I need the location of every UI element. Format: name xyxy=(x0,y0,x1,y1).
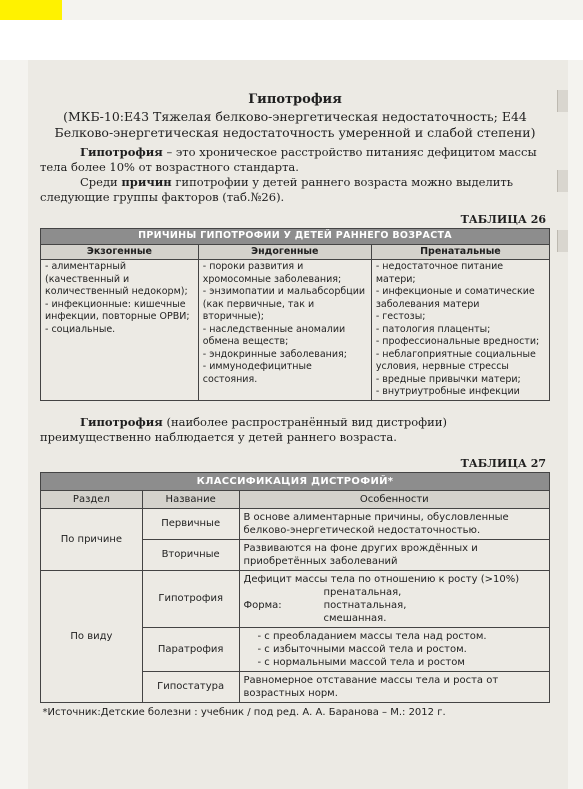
list-item: - наследственные аномалии обмена веществ; xyxy=(203,324,367,349)
hypotrophy-cell: Гипотрофия xyxy=(142,570,239,627)
hypostature-desc: Равномерное отставание массы тела и роста от возрастных норм. xyxy=(239,671,550,702)
paratrophy-cell: Паратрофия xyxy=(142,627,239,671)
list-item: - эндокринные заболевания; xyxy=(203,349,367,362)
primary-cell: Первичные xyxy=(142,508,239,539)
list-item: - внутриутробные инфекции xyxy=(376,386,545,399)
list-item: - иммунодефицитные состояния. xyxy=(203,361,367,386)
header-features: Особенности xyxy=(239,490,550,508)
page-tab xyxy=(557,90,568,112)
list-item: - с избыточными массой тела и ростом. xyxy=(258,643,546,656)
list-item: - инфекционые и соматические заболевания матери xyxy=(376,286,545,311)
list-item: - алиментарный (качественный и количественный недокорм); xyxy=(45,261,194,299)
table27-band: КЛАССИФИКАЦИЯ ДИСТРОФИЙ* xyxy=(41,472,550,490)
paratrophy-desc xyxy=(239,627,550,671)
table26-label: ТАБЛИЦА 26 xyxy=(460,213,546,226)
list-item: - с нормальными массой тела и ростом xyxy=(258,656,546,669)
list-item: - неблагоприятные социальные условия, нервные стрессы xyxy=(376,349,545,374)
secondary-cell: Вторичные xyxy=(142,539,239,570)
list-item: - энзимопатии и мальабсорбции (как первичные, так и вторичные); xyxy=(203,286,367,324)
page-tab xyxy=(557,230,568,252)
header-endogenous: Эндогенные xyxy=(198,244,371,260)
header-section: Раздел xyxy=(41,490,143,508)
list-item: - инфекционные: кишечные инфекции, повторные ОРВИ; xyxy=(45,299,194,324)
page-tab xyxy=(557,170,568,192)
classification-table xyxy=(40,472,550,722)
top-margin xyxy=(0,20,583,60)
header-prenatal: Пренатальные xyxy=(371,244,549,260)
hypostature-cell: Гипостатура xyxy=(142,671,239,702)
causes-paragraph: Среди причин гипотрофии у детей раннего возраста можно выделить следующие группы факторов (таб.№26). xyxy=(40,175,514,204)
by-cause-cell: По причине xyxy=(41,508,143,570)
header-exogenous: Экзогенные xyxy=(41,244,199,260)
by-type-cell: По виду xyxy=(41,570,143,702)
yellow-marker xyxy=(0,0,62,20)
causes-table xyxy=(40,228,550,401)
hypotrophy-desc: Дефицит массы тела по отношению к росту (>10%) пренатальная, Форма: постнатальная, смешанная. xyxy=(239,570,550,627)
list-item: - социальные. xyxy=(45,324,194,337)
icd-subtitle: (МКБ-10:Е43 Тяжелая белково-энергетическая недостаточность; Е44 Белково-энергетическая недостаточность умеренной и слабой степени) xyxy=(54,109,536,140)
table26-band: ПРИЧИНЫ ГИПОТРОФИИ У ДЕТЕЙ РАННЕГО ВОЗРАСТА xyxy=(41,229,550,245)
source-note: *Источник:Детские болезни : учебник / под ред. А. А. Баранова – М.: 2012 г. xyxy=(42,706,446,718)
list-item: - профессиональные вредности; xyxy=(376,336,545,349)
list-item: - пороки развития и хромосомные заболевания; xyxy=(203,261,367,286)
primary-desc: В основе алиментарные причины, обусловленные белково-энергетической недостаточностью. xyxy=(239,508,550,539)
page-title: Гипотрофия xyxy=(248,92,342,107)
dystrophy-paragraph: Гипотрофия (наиболее распространённый вид дистрофии) преимущественно наблюдается у детей раннего возраста. xyxy=(40,414,447,444)
list-item: - гестозы; xyxy=(376,311,545,324)
list-item: - недостаточное питание матери; xyxy=(376,261,545,286)
list-item: - патология плаценты; xyxy=(376,324,545,337)
header-name: Название xyxy=(142,490,239,508)
table27-label: ТАБЛИЦА 27 xyxy=(460,456,546,470)
list-item: - вредные привычки матери; xyxy=(376,374,545,387)
page-content xyxy=(40,92,550,722)
list-item: - с преобладанием массы тела над ростом. xyxy=(258,630,546,643)
definition-paragraph: Гипотрофия – это хроническое расстройство питанияс дефицитом массы тела более 10% от возрастного стандарта. xyxy=(40,145,537,174)
secondary-desc: Развиваются на фоне других врождённых и приобретённых заболеваний xyxy=(239,539,550,570)
